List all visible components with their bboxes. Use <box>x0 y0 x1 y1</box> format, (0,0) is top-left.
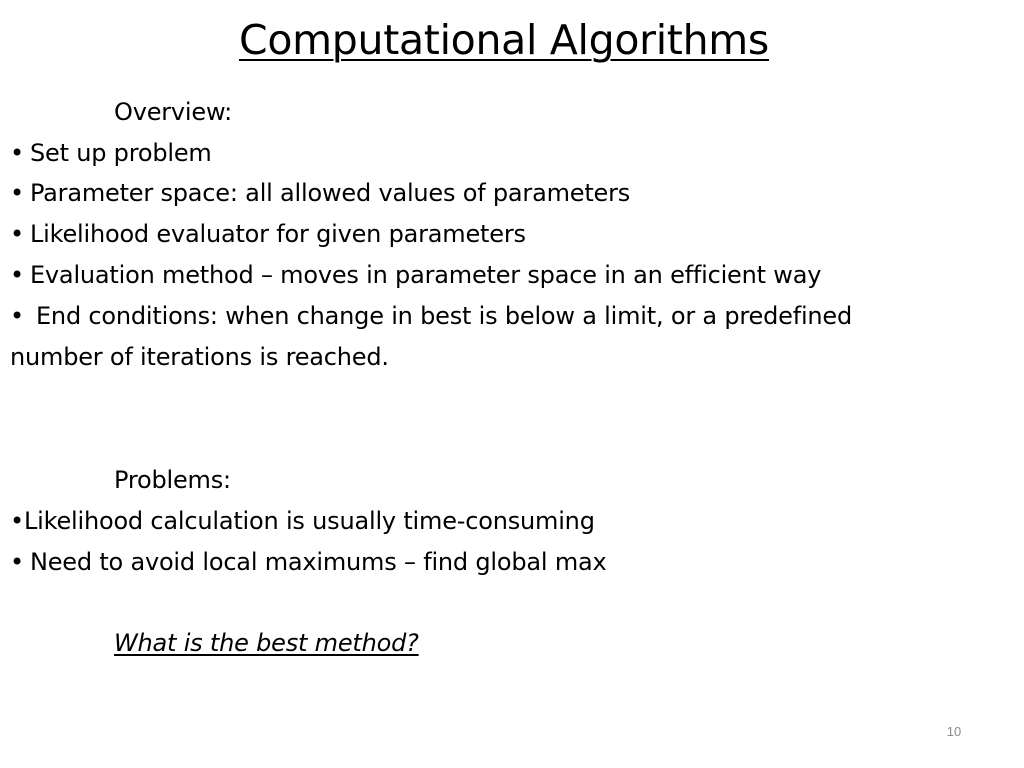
bullet-icon: • <box>10 139 24 167</box>
problem-item-local-maximums <box>10 545 607 579</box>
overview-item-likelihood-evaluator <box>10 217 526 251</box>
list-item-text: End conditions: when change in best is below a limit, or a predefined <box>35 302 853 330</box>
list-item-text: Likelihood evaluator for given parameters <box>29 220 526 248</box>
overview-heading: Overview: <box>114 98 232 126</box>
problems-heading: Problems: <box>114 466 231 494</box>
question-text: What is the best method? <box>114 629 419 657</box>
bullet-icon: • <box>10 261 24 289</box>
page-number: 10 <box>946 724 962 739</box>
slide-title: Computational Algorithms <box>239 16 769 64</box>
overview-item-evaluation-method <box>10 258 821 292</box>
list-item-text: Need to avoid local maximums – find global max <box>29 548 607 576</box>
overview-item-parameter-space <box>10 176 630 210</box>
list-item-text: Parameter space: all allowed values of parameters <box>29 179 631 207</box>
overview-item-end-conditions <box>10 299 852 333</box>
bullet-icon: • <box>10 220 24 248</box>
bullet-icon: • <box>10 548 24 576</box>
problem-item-likelihood-time <box>10 504 595 538</box>
list-item-text: Likelihood calculation is usually time-consuming <box>23 507 595 535</box>
overview-item-setup <box>10 136 212 170</box>
overview-item-end-conditions-continued: number of iterations is reached. <box>10 343 389 371</box>
bullet-icon: • <box>10 507 24 535</box>
list-item-text: Set up problem <box>29 139 212 167</box>
list-item-text: Evaluation method – moves in parameter space in an efficient way <box>29 261 822 289</box>
bullet-icon: • <box>10 302 24 330</box>
bullet-icon: • <box>10 179 24 207</box>
